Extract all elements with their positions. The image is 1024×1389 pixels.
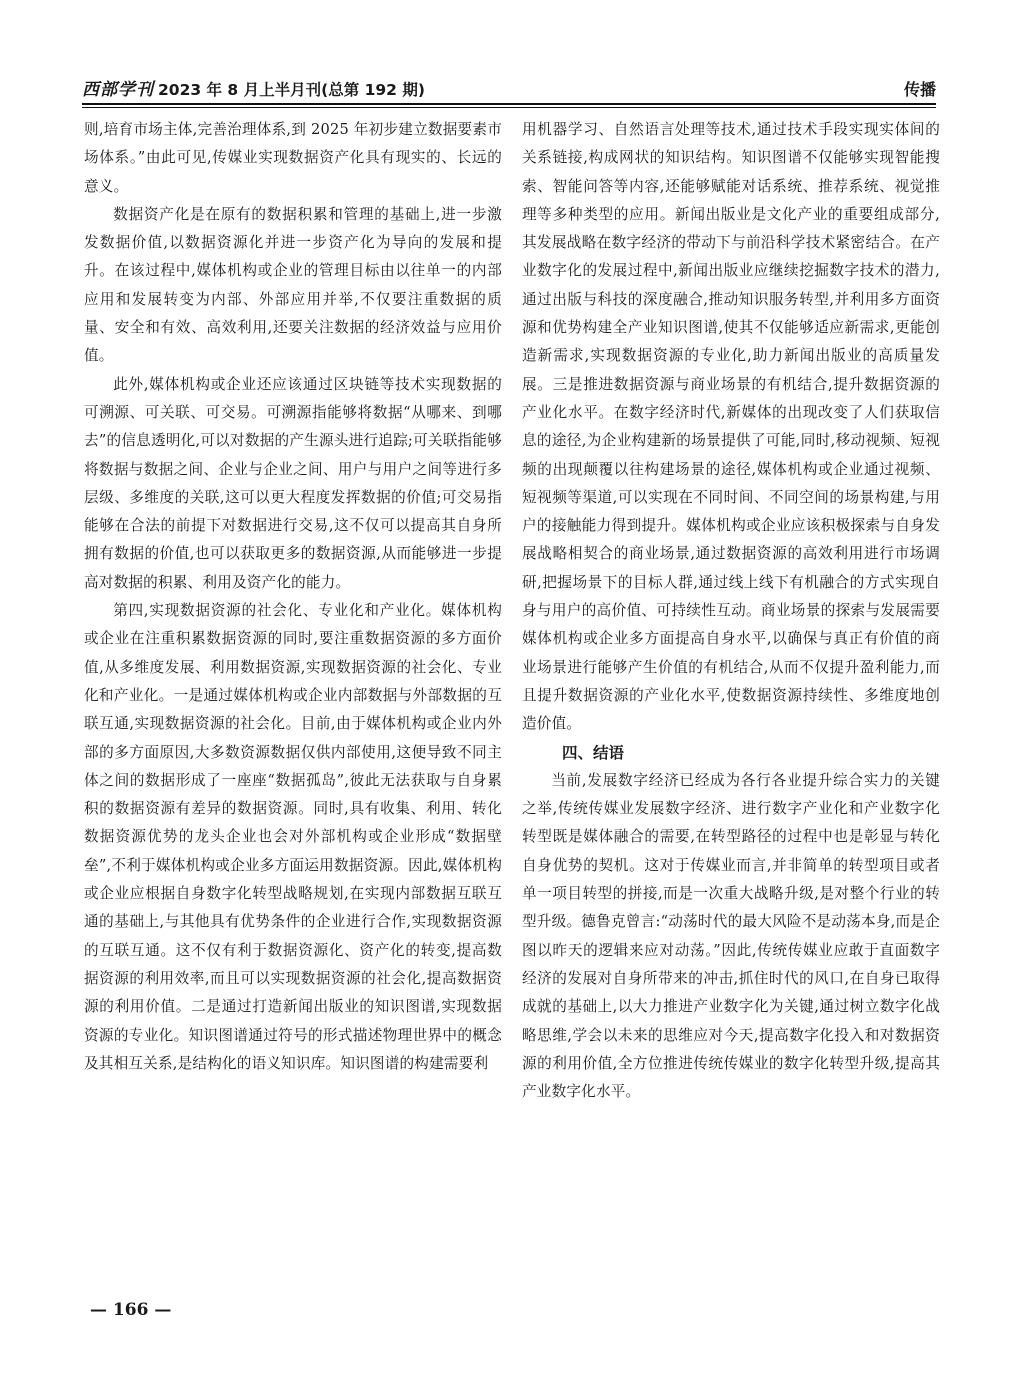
paragraph: 用机器学习、自然语言处理等技术,通过技术手段实现实体间的关系链接,构成网状的知识结构。知识图谱不仅能够实现智能搜索、智能问答等内容,还能够赋能对话系统、推荐系统、视觉推理等多种类型的应用。新闻出版业是文化产业的重要组成部分,其发展战略在数字经济的带动下与前沿科学技术紧密结合。在产业数字化的发展过程中,新闻出版业应继续挖掘数字技术的潜力,通过出版与科技的深度融合,推动知识服务转型,并利用多方面资源和优势构建全产业知识图谱,使其不仅能够适应新需求,更能创造新需求,实现数据资源的专业化,助力新闻出版业的高质量发展。三是推进数据资源与商业场景的有机结合,提升数据资源的产业化水平。在数字经济时代,新媒体的出现改变了人们获取信息的途径,为企业构建新的场景提供了可能,同时,移动视频、短视频的出现颠覆以往构建场景的途径,媒体机构或企业通过视频、短视频等渠道,可以实现在不同时间、不同空间的场景构建,与用户的接触能力得到提升。媒体机构或企业应该积极探索与自身发展战略相契合的商业场景,通过数据资源的高效利用进行市场调研,把握场景下的目标人群,通过线上线下有机融合的方式实现自身与用户的高价值、可持续性互动。商业场景的探索与发展需要媒体机构或企业多方面提高自身水平,以确保与真正有价值的商业场景进行能够产生价值的有机结合,从而不仅提升盈利能力,而且提升数据资源的产业化水平,使数据资源持续性、多维度地创造价值。 bbox=[522, 121, 940, 733]
paragraph: 当前,发展数字经济已经成为各行各业提升综合实力的关键之举,传统传媒业发展数字经济、进行数字产业化和产业数字化转型既是媒体融合的需要,在转型路径的过程中也是彰显与转化自身优势的契机。这对于传媒业而言,并非简单的转型项目或者单一项目转型的拼接,而是一次重大战略升级,是对整个行业的转型升级。德鲁克曾言:“动荡时代的最大风险不是动荡本身,而是企图以昨天的逻辑来应对动荡。”因此,传统传媒业应敢于直面数字经济的发展对自身所带来的冲击,抓住时代的风口,在自身已取得成就的基础上,以大力推进产业数字化为关键,通过树立数字化战略思维,学会以未来的思维应对今天,提高数字化投入和对数据资源的利用价值,全方位推进传统传媒业的数字化转型升级,提高其产业数字化水平。 bbox=[522, 771, 940, 1101]
paragraph: 则,培育市场主体,完善治理体系,到 2025 年初步建立数据要素市场体系。”由此可见,传媒业实现数据资产化具有现实的、长远的意义。 bbox=[84, 121, 502, 195]
journal-logo: 西部学刊 bbox=[82, 80, 154, 100]
paragraph: 数据资产化是在原有的数据积累和管理的基础上,进一步激发数据价值,以数据资源化并进一步资产化为导向的发展和提升。在该过程中,媒体机构或企业的管理目标由以往单一的内部应用和发展转变为内部、外部应用并举,不仅要注重数据的质量、安全和有效、高效利用,还要关注数据的经济效益与应用价值。 bbox=[84, 205, 502, 365]
issue-info: 2023 年 8 月上半月刊(总第 192 期) bbox=[158, 81, 425, 99]
section-heading: 四、结语 bbox=[562, 743, 625, 762]
right-column bbox=[522, 116, 940, 1106]
running-header bbox=[82, 70, 936, 100]
paragraph: 第四,实现数据资源的社会化、专业化和产业化。媒体机构或企业在注重积累数据资源的同时,要注重数据资源的多方面价值,从多维度发展、利用数据资源,实现数据资源的社会化、专业化和产业化。一是通过媒体机构或企业内部数据与外部数据的互联互通,实现数据资源的社会化。目前,由于媒体机构或企业内外部的多方面原因,大多数资源数据仅供内部使用,这便导致不同主体之间的数据形成了一座座“数据孤岛”,彼此无法获取与自身累积的数据资源有差异的数据资源。同时,具有收集、利用、转化数据资源优势的龙头企业也会对外部机构或企业形成“数据壁垒”,不利于媒体机构或企业多方面运用数据资源。因此,媒体机构或企业应根据自身数字化转型战略规划,在实现内部数据互联互通的基础上,与其他具有优势条件的企业进行合作,实现数据资源的互联互通。这不仅有利于数据资源化、资产化的转变,提高数据资源的利用效率,而且可以实现数据资源的社会化,提高数据资源的利用价值。二是通过打造新闻出版业的知识图谱,实现数据资源的专业化。知识图谱通过符号的形式描述物理世界中的概念及其相互关系,是结构化的语义知识库。知识图谱的构建需要利 bbox=[84, 602, 502, 1072]
section-name: 传播 bbox=[903, 80, 936, 99]
page-number: — 166 — bbox=[90, 1300, 172, 1320]
header-left bbox=[82, 75, 425, 100]
left-column bbox=[84, 116, 502, 1078]
header-rule-thin bbox=[82, 107, 936, 108]
header-rule-thick bbox=[82, 103, 936, 105]
paragraph: 此外,媒体机构或企业还应该通过区块链等技术实现数据的可溯源、可关联、可交易。可溯源指能够将数据“从哪来、到哪去”的信息透明化,可以对数据的产生源头进行追踪;可关联指能够将数据与数据之间、企业与企业之间、用户与用户之间等进行多层级、多维度的关联,这可以更大程度发挥数据的价值;可交易指能够在合法的前提下对数据进行交易,这不仅可以提高其自身所拥有数据的价值,也可以获取更多的数据资源,从而能够进一步提高对数据的积累、利用及资产化的能力。 bbox=[84, 375, 502, 591]
